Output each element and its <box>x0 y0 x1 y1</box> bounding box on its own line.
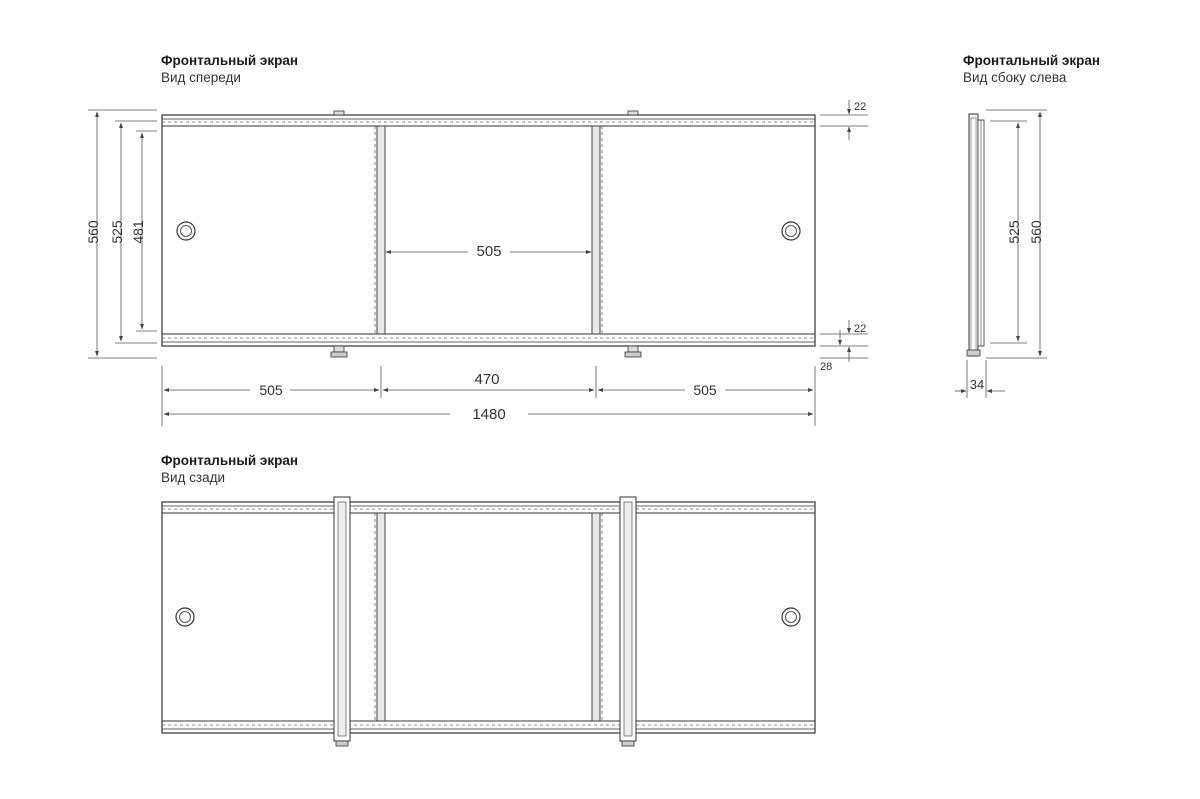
dim-side-525: 525 <box>1006 220 1022 244</box>
dim-inner-height: 481 <box>130 220 146 244</box>
dim-right-panel: 505 <box>693 382 717 398</box>
dim-center-panel: 470 <box>474 371 500 388</box>
front-left-handle-icon <box>177 222 195 240</box>
dim-center-opening: 505 <box>476 243 502 260</box>
front-right-leg <box>625 346 641 357</box>
front-left-leg <box>331 346 347 357</box>
front-view-drawing <box>85 100 868 426</box>
side-view-title: Фронтальный экран <box>963 53 1101 68</box>
dim-panel-height: 525 <box>109 220 125 244</box>
dim-bottom-profile: 22 <box>854 323 867 335</box>
front-view-title: Фронтальный экран <box>161 53 299 68</box>
side-view-subtitle: Вид сбоку слева <box>963 70 1067 85</box>
dim-left-panel: 505 <box>259 382 283 398</box>
back-view-drawing <box>162 497 815 746</box>
back-left-handle-icon <box>176 608 194 626</box>
dim-side-depth: 34 <box>969 377 985 392</box>
back-right-handle-icon <box>782 608 800 626</box>
dim-total-height: 560 <box>85 220 101 244</box>
front-view-subtitle: Вид спереди <box>161 70 241 85</box>
dim-total-length: 1480 <box>472 406 506 423</box>
dim-side-560: 560 <box>1028 220 1044 244</box>
back-right-brace <box>620 497 636 746</box>
dim-leg: 28 <box>820 361 833 373</box>
front-right-handle-icon <box>782 222 800 240</box>
back-view-title: Фронтальный экран <box>161 453 299 468</box>
back-left-brace <box>334 497 350 746</box>
side-view-drawing <box>955 110 1047 398</box>
dim-top-profile: 22 <box>854 101 867 113</box>
back-view-subtitle: Вид сзади <box>161 470 226 485</box>
